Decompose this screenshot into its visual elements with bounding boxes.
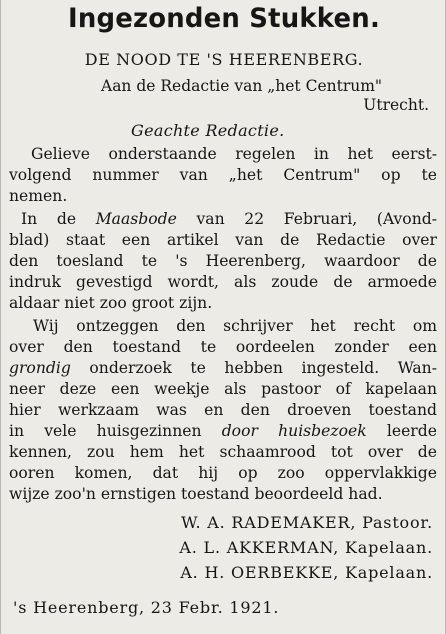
- paragraph-1-line-3: nemen.: [9, 187, 68, 205]
- signature-1: W. A. RADEMAKER, Pastoor.: [181, 513, 433, 532]
- paragraph-3-line-3: grondig onderzoek te hebben ingesteld. Wan-: [9, 359, 437, 377]
- emphasis-huisbezoek: door huisbezoek: [221, 422, 367, 440]
- paragraph-2-line-5: aldaar niet zoo groot zijn.: [9, 294, 213, 312]
- signature-3: A. H. OERBEKKE, Kapelaan.: [180, 563, 433, 582]
- paragraph-1-line-1: Gelieve onderstaande regelen in het eerst-: [31, 145, 437, 163]
- paragraph-2-line-4: indruk gevestigd wordt, als zoude de armoede: [9, 273, 437, 291]
- paragraph-2-line-2: blad) staat een artikel van de Redactie over: [9, 231, 437, 249]
- paragraph-3-line-6: in vele huisgezinnen door huisbezoek leerde: [9, 422, 437, 440]
- emphasis-grondig: grondig: [9, 359, 71, 377]
- newspaper-name: Maasbode: [95, 210, 177, 228]
- paragraph-3-line-5: hier werkzaam was en den droeven toestand: [9, 401, 437, 419]
- salutation: Geachte Redactie.: [131, 121, 285, 140]
- place-and-date: 's Heerenberg, 23 Febr. 1921.: [13, 598, 280, 617]
- paragraph-3-line-7: kennen, zou hem het schaamrood tot over de: [9, 443, 437, 461]
- section-title: Ingezonden Stukken.: [67, 3, 381, 34]
- paragraph-2-line-3: den toesland te 's Heerenberg, waardoor de: [9, 252, 437, 270]
- paragraph-3-line-1: Wij ontzeggen den schrijver het recht om: [33, 317, 437, 335]
- paragraph-3-line-2: over den toestand te oordeelen zonder een: [9, 338, 437, 356]
- signature-2: A. L. AKKERMAN, Kapelaan.: [179, 538, 433, 557]
- paragraph-2-line-1: In de Maasbode van 22 Februari, (Avond-: [21, 210, 437, 228]
- paragraph-3-line-4: neer deze een weekje als pastoor of kapelaan: [9, 380, 437, 398]
- address-line-1: Aan de Redactie van „het Centrum": [101, 77, 383, 95]
- article-headline: DE NOOD TE 'S HEERENBERG.: [84, 50, 364, 69]
- address-line-2: Utrecht.: [363, 96, 429, 114]
- paragraph-1-line-2: volgend nummer van „het Centrum" op te: [9, 166, 437, 184]
- paragraph-3-line-9: wijze zoo'n ernstigen toestand beoordeeld had.: [9, 485, 383, 503]
- paragraph-3-line-8: ooren komen, dat hij op zoo oppervlakkige: [9, 464, 437, 482]
